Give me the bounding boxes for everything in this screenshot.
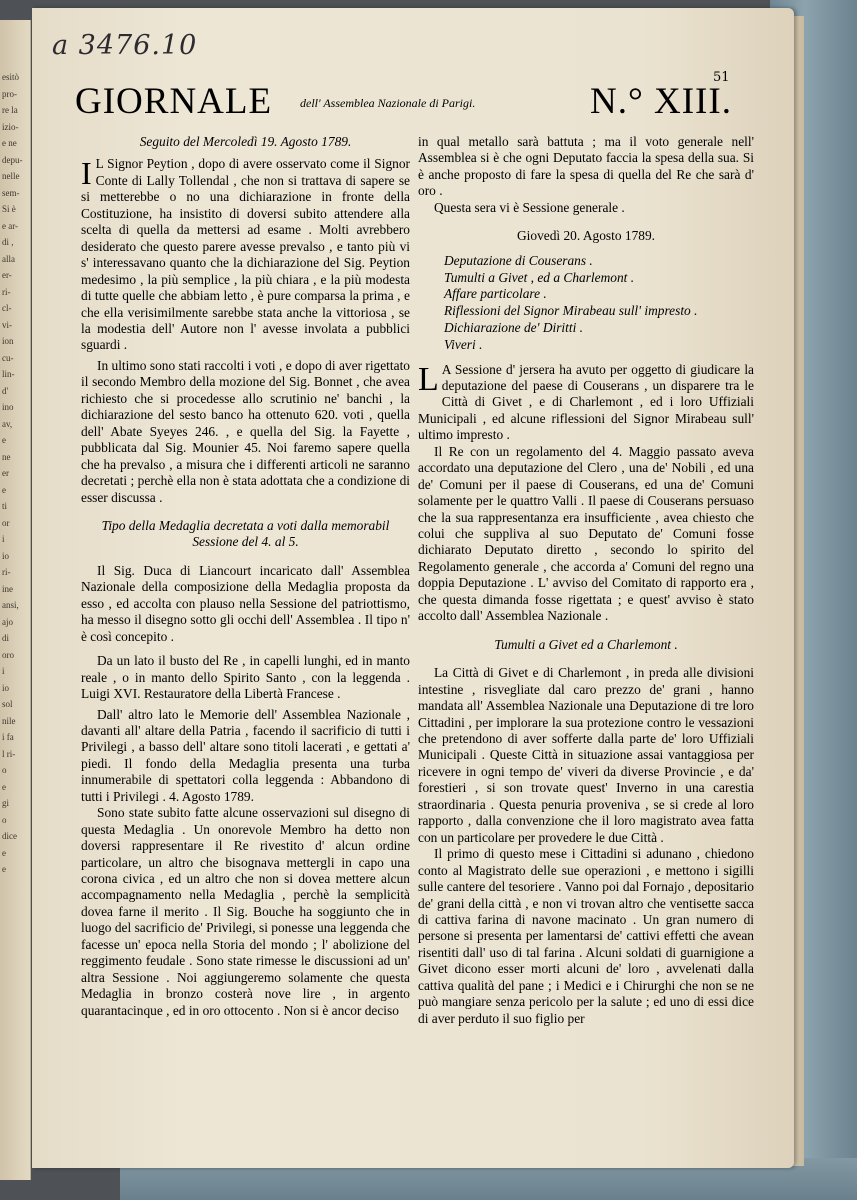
summary-item: Viveri . [444,336,483,352]
previous-page-fragment: ri- [2,567,11,577]
paragraph: Il Sig. Duca di Liancourt incaricato dall' Assemblea Nazionale della composizione della Medaglia proposta da esso , ed accolta con plauso nella Sessione del patriottismo, ha messo il disegno sotto gli occhi dell' Assemblea . Il tipo n' è così concepito . [81,562,410,644]
paragraph [418,362,754,444]
drop-cap: L [418,360,439,398]
previous-page-fragment: er [2,468,9,478]
previous-page-fragment: io [2,550,10,561]
previous-page-fragment: Si è [2,204,16,214]
previous-page-fragment: nelle [2,171,20,181]
previous-page-fragment: ne [2,451,11,462]
previous-page-fragment: e [2,864,6,874]
previous-page-fragment: i [2,534,5,544]
previous-page-edge [0,20,31,1180]
previous-page-fragment: e [2,781,6,792]
section-heading: Tipo della Medaglia decretata a voti dalla memorabil Sessione del 4. al 5. [101,517,390,550]
previous-page-fragment: izio- [2,121,19,132]
previous-page-fragment: i [2,666,5,676]
paragraph-text: A Sessione d' jersera ha avuto per oggetto di giudicare la deputazione del paese di Couserans , un disparere tra le Città di Givet , e di Charlemont , ed i loro Uffiziali Municipali , ed alcune riflessioni del Signor Mirabeau sull' ultimo impresto . [418,361,754,443]
previous-page-fragment: ajo [2,616,13,627]
previous-page-fragment: er- [2,270,12,280]
paragraph-text: L Signor Peytion , dopo di avere osservato come il Signor Conte di Lally Tollendal , che non si trattava di sapere se si metterebbe o no una dichiarazione in fronte della Costituzione, ha insistito di doversi subito attendere alla scelta di quella da mettersi ad esame . Molti avrebbero desiderato che questo parere avesse prevalso , e tanto più vi s' interessavano quanto che la dichiarazione del Sig. Peytion medesimo , la più semplice , la più chiara , e la più modesta di tutte quelle che abbiam letto , è pure comparsa la prima , e che ella verisimilmente sarebbe stata anche la vittoriosa , se la modestia dell' Autore non l' avesse involata a pubblici sguardi . [81,156,410,353]
issue-number: N.° XIII. [590,81,732,122]
previous-page-fragment: av, [2,418,13,429]
previous-page-fragment: esitò [2,72,19,82]
previous-page-fragment: ti [2,501,8,511]
previous-page-fragment: di , [2,237,14,247]
paragraph [81,156,410,353]
dateline: Seguito del Mercoledì 19. Agosto 1789. [139,134,352,149]
paragraph: Questa sera vi è Sessione generale . [434,199,625,215]
paragraph: Dall' altro lato le Memorie dell' Assemblea Nazionale , davanti all' altare della Patria , facendo il sacrificio di tutti i Privilegi , a basso dell' altare sono titoli lacerati , e gettati a' piedi. Il fondo della Medaglia presenta una turba innumerabile di spettatori colla leggenda : Abbandono di tutti i Privilegi . 4. Agosto 1789. [81,706,410,804]
summary-item: Tumulti a Givet , ed a Charlemont . [444,269,635,285]
previous-page-fragment: pro- [2,88,17,99]
right-column [418,134,754,1027]
previous-page-fragment: e [2,435,6,445]
previous-page-fragment: dice [2,831,17,841]
previous-page-fragment: cu- [2,352,14,363]
previous-page-fragment: e [2,847,6,858]
masthead-subtitle: dell' Assemblea Nazionale di Parigi. [300,96,476,110]
previous-page-fragment: di [2,633,10,643]
previous-page-fragment: alla [2,253,15,264]
summary-item: Deputazione di Couserans . [444,252,593,268]
paragraph: Il Re con un regolamento del 4. Maggio passato aveva accordato una deputazione del Clero , una de' Nobili , ed una de' Comuni per il paese di Couserans, ed una de' Comuni solamente per le quattro Valli . Il paese di Couserans persuaso che la sua rappresentanza era insufficiente , avea chiesto che colui che suppliva al suo Deputato de' Comuni fosse dichiarato Deputato diretto , secondo lo spirito del Regolamento generale , che accorda a' Comuni del regno una doppia Deputazione . L' avviso del Comitato di rapporto era , che questa dimanda fosse rigettata ; e quest' avviso è stato accolto dall' Assemblea Nazionale . [418,443,754,624]
previous-page-fragment: gi [2,798,10,808]
previous-page-fragment: or [2,517,10,528]
page-number: 51 [713,70,730,85]
paragraph: in qual metallo sarà battuta ; ma il voto generale nell' Assemblea si è che ogni Deputato faccia la spesa della sua. Si è anche proposto di fare la spesa di quella del Re che sarà d' oro . [418,134,754,199]
previous-page-fragment: cl- [2,303,12,313]
previous-page-fragment: io [2,682,10,693]
left-column [81,134,410,1019]
previous-page-fragment: sol [2,699,13,709]
summary-item: Dichiarazione de' Diritti . [444,319,583,335]
previous-page-fragment: lin- [2,369,15,379]
previous-page-fragment: e ar- [2,220,19,231]
paragraph: In ultimo sono stati raccolti i voti , e dopo di aver rigettato il secondo Membro della mozione del Sig. Bonnet , che avea richiesto che si procedesse allo scrutinio ne' banchi , la dichiarazione del sesto banco ha ottenuto 620. voti , quella dell' Abate Syeyes 246. , e quella del Sig. la Fayette , pubblicata dal Sig. Mounier 45. Noi faremo sapere quella che ha prevalso , a misura che i differenti articoli ne saranno decretati ; perchè ella non è stata adottata che a condizione di esser discussa . [81,357,410,505]
handwritten-shelfmark: a 3476.10 [52,30,198,61]
previous-page-fragment: d' [2,385,9,396]
paragraph: Il primo di questo mese i Cittadini si adunano , chiedono conto al Magistrato delle sue operazioni , e mettono i sigilli sulle cantere del tesoriere . Vanno poi dal Fornajo , depositario de' grani della città , e non vi trovan altro che ventisette sacca di cattiva farina di navone macinato . Un gran numero di persone si presenta per lamentarsi de' cattivi effetti che avean risentiti dall' uso di tal farina . Alcuni soldati di guarnigione a Givet dicono esser morti alcuni de' loro , avvelenati dalla cattiva qualità del pane ; i Medici e i Chirurghi che non se ne può mangiare senza pericolo per la salute ; ed uno di essi dice di aver perduto il suo figlio per [418,846,754,1026]
section-heading: Tumulti a Givet ed a Charlemont . [494,636,678,652]
previous-page-fragment: l ri- [2,748,16,759]
previous-page-fragment: ion [2,336,14,346]
previous-page-fragment: sem- [2,187,20,198]
previous-page-fragment: o [2,765,7,775]
previous-page-fragment: e ne [2,138,17,148]
summary-item: Affare particolare . [444,286,547,302]
masthead [75,80,755,128]
previous-page-fragment: ri- [2,286,11,297]
previous-page-fragment: nile [2,715,16,726]
previous-page-fragment: oro [2,649,14,660]
previous-page-fragment: e [2,484,6,495]
masthead-title: GIORNALE [75,81,273,122]
previous-page-fragment: ino [2,402,14,412]
paragraph: Da un lato il busto del Re , in capelli lunghi, ed in manto reale , o in manto dello Spirito Santo , con la leggenda . Luigi XVI. Restauratore della Libertà Francese . [81,653,410,702]
previous-page-fragment: depu- [2,154,23,165]
date-heading: Giovedì 20. Agosto 1789. [517,228,655,244]
paragraph: Sono state subito fatte alcune osservazioni sul disegno di questa Medaglia . Un onorevole Membro ha detto non doversi rappresentare il Re rivestito d' alcun ordine particolare, un altro che bisognava mettergli in capo una corona civica , ed un altro che non si dovea mettere alcun accompagnamento nella Medaglia , perchè la semplicità dovea farne il merito . Il Sig. Bouche ha soggiunto che in luogo del sacrificio de' Privilegi, si ponesse una leggenda che facesse un' epoca nella Storia del mondo ; l' abolizione del reggimento feudale . Sono state rimesse le discussioni ad un' altra Sessione . Noi aggiungeremo solamente che questa Medaglia in bronzo costerà nove lire , in argento quarantacinque , ed in oro ottocento . Non si è ancor deciso [81,805,410,1018]
previous-page-fragment: re la [2,105,18,115]
drop-cap: I [81,155,92,192]
previous-page-fragment: ine [2,583,13,594]
summary-item: Riflessioni del Signor Mirabeau sull' impresto . [444,303,698,319]
previous-page-fragment: vi- [2,319,12,330]
previous-page-fragment: ansi, [2,600,19,610]
previous-page-fragment: o [2,814,7,825]
previous-page-fragment: i fa [2,732,14,742]
paragraph: La Città di Givet e di Charlemont , in preda alle divisioni intestine , risvegliate dal caro prezzo de' grani , hanno mandata all' Assemblea Nazionale una Deputazione di tre loro Cittadini , per implorare la sua protezione contro le vessazioni che pretendono di aver sofferte dalla parte de' loro Uffiziali Municipali . Queste Città in situazione assai vantaggiosa per ricevere in ogni tempo de' viveri da diverse Provincie , e da' forestieri , si son trovate quest' Inverno in una carestia straordinaria . Questa penuria proveniva , se si crede al loro rapporto , dalla convenzione che il loro magistrato avea fatta con un particolare per provedere le due Città . [418,665,754,845]
